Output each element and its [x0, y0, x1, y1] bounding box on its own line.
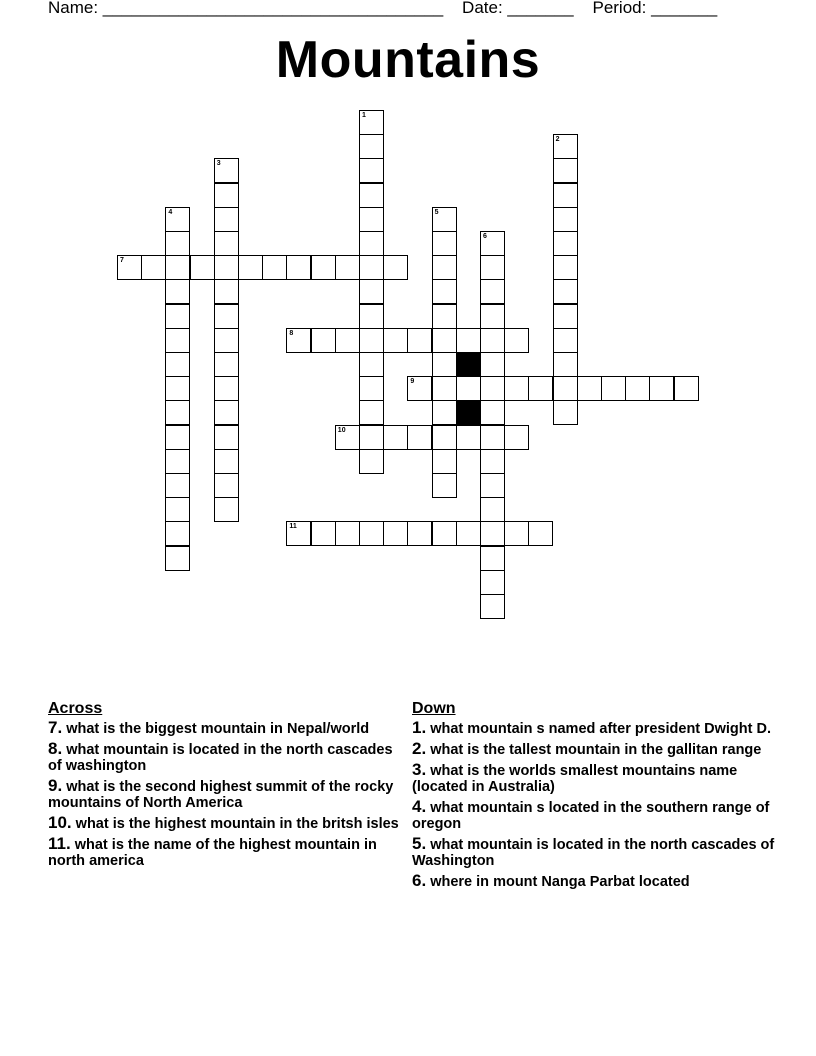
- blocked-cell: [456, 400, 481, 425]
- answer-cell[interactable]: [214, 158, 239, 183]
- clue-number: 9.: [48, 776, 63, 795]
- clue-number: 8.: [48, 739, 63, 758]
- clue-number-label: 8: [289, 329, 294, 337]
- clue-number: 1.: [412, 718, 427, 737]
- answer-cell[interactable]: [504, 376, 529, 401]
- clue-number-label: 4: [168, 208, 173, 216]
- clue-text: where in mount Nanga Parbat located: [430, 874, 690, 890]
- answer-cell[interactable]: [165, 473, 190, 498]
- down-clue: [412, 741, 782, 758]
- clue-text: what is the biggest mountain in Nepal/world: [66, 721, 370, 737]
- down-clue: [412, 720, 782, 737]
- clue-number: 10.: [48, 813, 72, 832]
- answer-cell[interactable]: [190, 255, 215, 280]
- answer-cell[interactable]: [480, 425, 505, 450]
- answer-cell[interactable]: [480, 594, 505, 619]
- answer-cell[interactable]: [456, 376, 481, 401]
- answer-cell[interactable]: [553, 134, 578, 159]
- clue-number-label: 7: [120, 257, 124, 265]
- answer-cell[interactable]: [601, 376, 626, 401]
- answer-cell[interactable]: [553, 255, 578, 280]
- answer-cell[interactable]: [480, 497, 505, 522]
- answer-cell[interactable]: [407, 376, 432, 401]
- answer-cell[interactable]: [359, 400, 384, 425]
- answer-cell[interactable]: [165, 328, 190, 353]
- clue-text: what is the tallest mountain in the gallitan range: [430, 742, 762, 758]
- answer-cell[interactable]: [456, 521, 481, 546]
- across-clue: [48, 836, 408, 869]
- answer-cell[interactable]: [117, 255, 142, 280]
- answer-cell[interactable]: [456, 425, 481, 450]
- answer-cell[interactable]: [214, 279, 239, 304]
- answer-cell[interactable]: [165, 400, 190, 425]
- answer-cell[interactable]: [214, 231, 239, 256]
- answer-cell[interactable]: [359, 134, 384, 159]
- answer-cell[interactable]: [407, 521, 432, 546]
- clue-text: what is the second highest summit of the rocky mountains of North America: [48, 779, 394, 811]
- answer-cell[interactable]: [286, 255, 311, 280]
- answer-cell[interactable]: [553, 352, 578, 377]
- answer-cell[interactable]: [165, 376, 190, 401]
- answer-cell[interactable]: [504, 328, 529, 353]
- answer-cell[interactable]: [214, 352, 239, 377]
- answer-cell[interactable]: [553, 279, 578, 304]
- answer-cell[interactable]: [383, 425, 408, 450]
- answer-cell[interactable]: [480, 328, 505, 353]
- answer-cell[interactable]: [214, 449, 239, 474]
- answer-cell[interactable]: [214, 400, 239, 425]
- answer-cell[interactable]: [359, 304, 384, 329]
- answer-cell[interactable]: [625, 376, 650, 401]
- answer-cell[interactable]: [528, 521, 553, 546]
- answer-cell[interactable]: [359, 425, 384, 450]
- clue-text: what mountain is located in the north cascades of washington: [48, 742, 393, 774]
- blocked-cell: [456, 352, 481, 377]
- answer-cell[interactable]: [432, 473, 457, 498]
- answer-cell[interactable]: [359, 279, 384, 304]
- answer-cell[interactable]: [528, 376, 553, 401]
- answer-cell[interactable]: [480, 231, 505, 256]
- clue-number: 7.: [48, 718, 63, 737]
- answer-cell[interactable]: [359, 255, 384, 280]
- answer-cell[interactable]: [286, 521, 311, 546]
- answer-cell[interactable]: [504, 425, 529, 450]
- answer-cell[interactable]: [553, 158, 578, 183]
- clue-text: what is the worlds smallest mountains name (located in Australia): [412, 763, 738, 795]
- clue-number-label: 11: [289, 523, 297, 531]
- answer-cell[interactable]: [214, 473, 239, 498]
- clue-number-label: 1: [362, 112, 366, 119]
- answer-cell[interactable]: [335, 521, 360, 546]
- clue-number: 2.: [412, 739, 427, 758]
- answer-cell[interactable]: [480, 304, 505, 329]
- answer-cell[interactable]: [214, 425, 239, 450]
- down-clue: [412, 799, 782, 832]
- clue-number-label: 9: [410, 378, 415, 386]
- answer-cell[interactable]: [480, 473, 505, 498]
- answer-cell[interactable]: [335, 425, 360, 450]
- answer-cell[interactable]: [480, 570, 505, 595]
- answer-cell[interactable]: [383, 328, 408, 353]
- answer-cell[interactable]: [432, 352, 457, 377]
- down-heading: Down: [412, 700, 456, 717]
- answer-cell[interactable]: [480, 400, 505, 425]
- answer-cell[interactable]: [407, 328, 432, 353]
- answer-cell[interactable]: [359, 521, 384, 546]
- answer-cell[interactable]: [383, 521, 408, 546]
- clue-number-label: 3: [216, 160, 221, 168]
- answer-cell[interactable]: [359, 110, 384, 135]
- answer-cell[interactable]: [432, 279, 457, 304]
- down-clue: [412, 762, 782, 795]
- across-clue: [48, 741, 408, 774]
- answer-cell[interactable]: [577, 376, 602, 401]
- down-clue: [412, 836, 782, 869]
- answer-cell[interactable]: [432, 207, 457, 232]
- answer-cell[interactable]: [432, 449, 457, 474]
- answer-cell[interactable]: [504, 521, 529, 546]
- answer-cell[interactable]: [480, 352, 505, 377]
- answer-cell[interactable]: [432, 376, 457, 401]
- clue-text: what is the name of the highest mountain in north america: [48, 837, 377, 869]
- answer-cell[interactable]: [311, 328, 336, 353]
- clue-text: what mountain is located in the north cascades of Washington: [412, 837, 775, 869]
- down-clues: [412, 700, 782, 894]
- answer-cell[interactable]: [674, 376, 699, 401]
- answer-cell[interactable]: [359, 352, 384, 377]
- answer-cell[interactable]: [553, 304, 578, 329]
- answer-cell[interactable]: [214, 376, 239, 401]
- answer-cell[interactable]: [165, 304, 190, 329]
- answer-cell[interactable]: [262, 255, 287, 280]
- answer-cell[interactable]: [335, 328, 360, 353]
- clue-number-label: 6: [483, 233, 487, 240]
- answer-cell[interactable]: [553, 207, 578, 232]
- clue-number-label: 2: [555, 136, 560, 144]
- clue-text: what mountain s located in the southern range of oregon: [412, 800, 770, 832]
- answer-cell[interactable]: [165, 449, 190, 474]
- answer-cell[interactable]: [165, 425, 190, 450]
- answer-cell[interactable]: [359, 183, 384, 208]
- across-clue: [48, 720, 408, 737]
- answer-cell[interactable]: [432, 231, 457, 256]
- answer-cell[interactable]: [359, 449, 384, 474]
- clue-text: what is the highest mountain in the britsh isles: [75, 816, 399, 832]
- answer-cell[interactable]: [311, 521, 336, 546]
- answer-cell[interactable]: [165, 207, 190, 232]
- answer-cell[interactable]: [359, 328, 384, 353]
- answer-cell[interactable]: [165, 352, 190, 377]
- clue-number: 4.: [412, 797, 427, 816]
- answer-cell[interactable]: [238, 255, 263, 280]
- answer-cell[interactable]: [480, 376, 505, 401]
- name-date-period-line[interactable]: Name: ____________________________________ Date: _______ Period: _______: [48, 0, 718, 17]
- answer-cell[interactable]: [141, 255, 166, 280]
- answer-cell[interactable]: [480, 449, 505, 474]
- clue-number: 5.: [412, 834, 427, 853]
- answer-cell[interactable]: [553, 183, 578, 208]
- answer-cell[interactable]: [359, 376, 384, 401]
- answer-cell[interactable]: [359, 231, 384, 256]
- answer-cell[interactable]: [165, 255, 190, 280]
- answer-cell[interactable]: [553, 231, 578, 256]
- clue-number-label: 10: [337, 426, 346, 434]
- answer-cell[interactable]: [286, 328, 311, 353]
- answer-cell[interactable]: [649, 376, 674, 401]
- answer-cell[interactable]: [214, 183, 239, 208]
- answer-cell[interactable]: [165, 279, 190, 304]
- clue-number: 6.: [412, 871, 427, 890]
- clue-text: what mountain s named after president Dwight D.: [430, 721, 772, 737]
- answer-cell[interactable]: [432, 425, 457, 450]
- answer-cell[interactable]: [165, 546, 190, 571]
- across-heading: Across: [48, 700, 103, 717]
- across-clue: [48, 778, 408, 811]
- answer-cell[interactable]: [214, 328, 239, 353]
- answer-cell[interactable]: [359, 158, 384, 183]
- answer-cell[interactable]: [432, 521, 457, 546]
- answer-cell[interactable]: [407, 425, 432, 450]
- answer-cell[interactable]: [335, 255, 360, 280]
- answer-cell[interactable]: [480, 546, 505, 571]
- answer-cell[interactable]: [359, 207, 384, 232]
- answer-cell[interactable]: [165, 497, 190, 522]
- across-clues: [48, 700, 408, 873]
- answer-cell[interactable]: [214, 304, 239, 329]
- across-clue: [48, 815, 408, 832]
- answer-cell[interactable]: [432, 304, 457, 329]
- answer-cell[interactable]: [432, 255, 457, 280]
- answer-cell[interactable]: [214, 497, 239, 522]
- answer-cell[interactable]: [553, 400, 578, 425]
- answer-cell[interactable]: [432, 400, 457, 425]
- answer-cell[interactable]: [214, 207, 239, 232]
- answer-cell[interactable]: [553, 328, 578, 353]
- clue-number: 3.: [412, 760, 427, 779]
- answer-cell[interactable]: [165, 521, 190, 546]
- answer-cell[interactable]: [553, 376, 578, 401]
- answer-cell[interactable]: [165, 231, 190, 256]
- answer-cell[interactable]: [383, 255, 408, 280]
- clue-number-label: 5: [434, 208, 439, 216]
- answer-cell[interactable]: [480, 279, 505, 304]
- down-clue: [412, 873, 782, 890]
- answer-cell[interactable]: [480, 521, 505, 546]
- puzzle-title: Mountains: [275, 31, 541, 89]
- answer-cell[interactable]: [214, 255, 239, 280]
- answer-cell[interactable]: [456, 328, 481, 353]
- answer-cell[interactable]: [311, 255, 336, 280]
- answer-cell[interactable]: [432, 328, 457, 353]
- clue-number: 11.: [48, 834, 71, 853]
- answer-cell[interactable]: [480, 255, 505, 280]
